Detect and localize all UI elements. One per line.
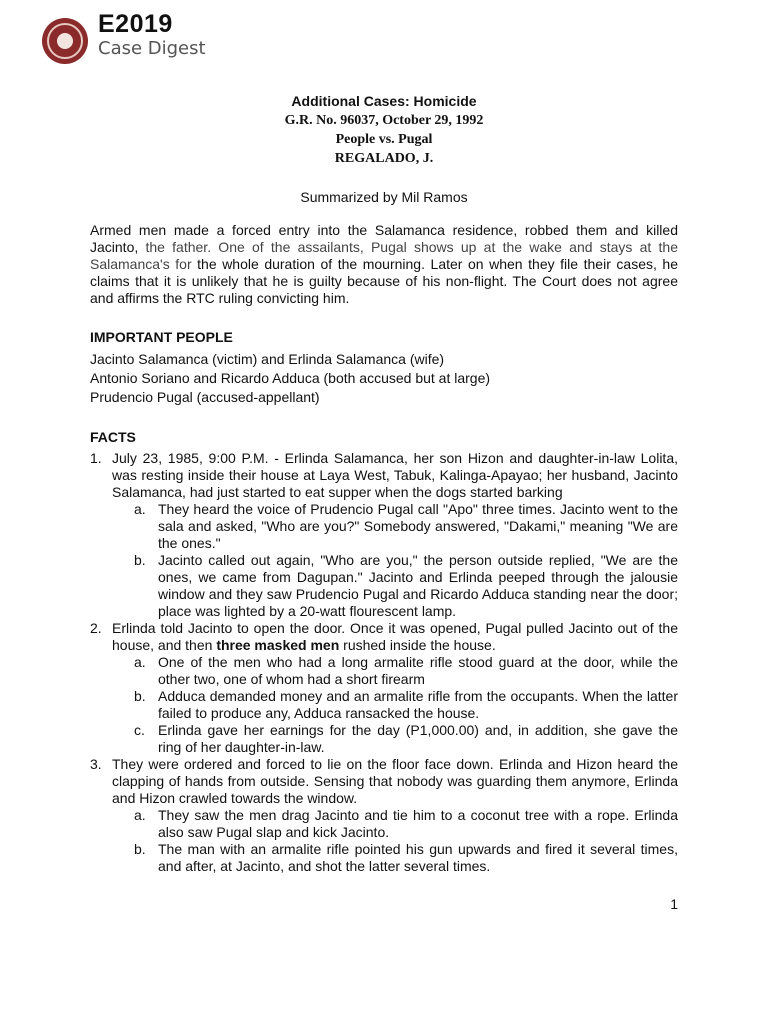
facts-list	[90, 450, 678, 875]
case-summary	[90, 222, 678, 307]
subpoint-letter: b.	[134, 841, 146, 857]
subpoint-letter: b.	[134, 688, 146, 704]
ponente: REGALADO, J.	[334, 151, 434, 166]
facts-heading: FACTS	[90, 429, 136, 445]
fact-subpoints	[112, 807, 678, 875]
fact-subpoint	[112, 722, 678, 756]
subpoint-text: Adduca demanded money and an armalite rifle from the occupants. When the latter failed to produce any, Adduca ransacked the house.	[158, 688, 678, 721]
person-item: Antonio Soriano and Ricardo Adduca (both accused but at large)	[90, 370, 491, 386]
page-number: 1	[670, 896, 678, 912]
brand-subtitle: Case Digest	[98, 38, 206, 59]
fact-text: They were ordered and forced to lie on the floor face down. Erlinda and Hizon heard the clapping of hands from outside. Sensing that nobody was guarding them anymore, Erlinda and Hizon crawled towards the window.	[112, 756, 678, 806]
subpoint-text: They heard the voice of Prudencio Pugal call "Apo" three times. Jacinto went to the sala and asked, "Who are you?" Somebody answered, "Dakami," meaning "We are the ones."	[158, 501, 678, 551]
case-parties: People vs. Pugal	[335, 132, 433, 147]
subpoint-text: They saw the men drag Jacinto and tie him to a coconut tree with a rope. Erlinda also saw Pugal slap and kick Jacinto.	[158, 807, 678, 840]
fact-text-before: Erlinda told Jacinto to open the door. Once it was opened, Pugal pulled Jacinto out of the house, and then	[112, 620, 678, 653]
subpoint-letter: a.	[134, 654, 146, 670]
fact-subpoint	[112, 552, 678, 620]
fact-item	[90, 756, 678, 875]
case-title-block	[0, 92, 768, 206]
subpoint-letter: a.	[134, 807, 146, 823]
subpoint-text: One of the men who had a long armalite rifle stood guard at the door, while the other two, one of whom had a short firearm	[158, 654, 678, 687]
subpoint-letter: c.	[134, 722, 145, 738]
summary-line-1: Armed men made a forced entry into the Salamanca residence, robbed them and killed Jacinto,	[90, 222, 678, 255]
fact-subpoint	[112, 654, 678, 688]
summarized-by: Summarized by Mil Ramos	[300, 189, 468, 205]
subpoint-letter: b.	[134, 552, 146, 568]
brand-block	[98, 10, 206, 60]
university-seal-logo	[42, 18, 88, 64]
fact-subpoints	[112, 654, 678, 756]
subpoint-text: The man with an armalite rifle pointed his gun upwards and fired it several times, and after, at Jacinto, and shot the latter several times.	[158, 841, 678, 874]
subpoint-letter: a.	[134, 501, 146, 517]
fact-subpoints	[112, 501, 678, 620]
important-people-heading: IMPORTANT PEOPLE	[90, 329, 233, 345]
fact-number: 1.	[90, 450, 102, 466]
fact-subpoint	[112, 807, 678, 841]
digest-body	[90, 222, 678, 875]
summary-rest: the whole duration of the mourning. Later on when they file their cases, he claims that it is unlikely that he is guilty because of his non-flight. The Court does not agree and affirms the RTC ruling convicting him.	[90, 256, 678, 306]
fact-item	[90, 620, 678, 756]
fact-subpoint	[112, 841, 678, 875]
fact-text: July 23, 1985, 9:00 P.M. - Erlinda Salamanca, her son Hizon and daughter-in-law Lolita, was resting inside their house at Laya West, Tabuk, Kalinga-Apayao; her husband, Jacinto Salamanca, had just started to eat supper when the dogs started barking	[112, 450, 678, 500]
fact-item	[90, 450, 678, 620]
summary-line-2: the father. One of the assailants, Pugal shows up at the wake and stays at the Salamanca's for	[90, 239, 679, 272]
gr-number: G.R. No. 96037, October 29, 1992	[284, 113, 484, 128]
fact-subpoint	[112, 501, 678, 552]
subpoint-text: Erlinda gave her earnings for the day (P1,000.00) and, in addition, she gave the ring of her daughter-in-law.	[158, 722, 678, 755]
person-item: Prudencio Pugal (accused-appellant)	[90, 389, 320, 405]
important-people-list	[90, 350, 678, 407]
person-item: Jacinto Salamanca (victim) and Erlinda Salamanca (wife)	[90, 351, 445, 367]
page-header	[42, 10, 206, 64]
class-code: E2019	[98, 10, 173, 38]
subpoint-text: Jacinto called out again, "Who are you," the person outside replied, "We are the ones, we came from Dagupan." Jacinto and Erlinda peeped through the jalousie window and they saw Prudencio Pugal and Ricardo Adduca standing near the door; place was lighted by a 20-watt flourescent lamp.	[158, 552, 678, 619]
fact-subpoint	[112, 688, 678, 722]
fact-text-after: rushed inside the house.	[339, 637, 496, 653]
fact-text-emphasis: three masked men	[216, 637, 340, 653]
fact-number: 2.	[90, 620, 102, 636]
fact-number: 3.	[90, 756, 102, 772]
document-title: Additional Cases: Homicide	[291, 93, 477, 109]
